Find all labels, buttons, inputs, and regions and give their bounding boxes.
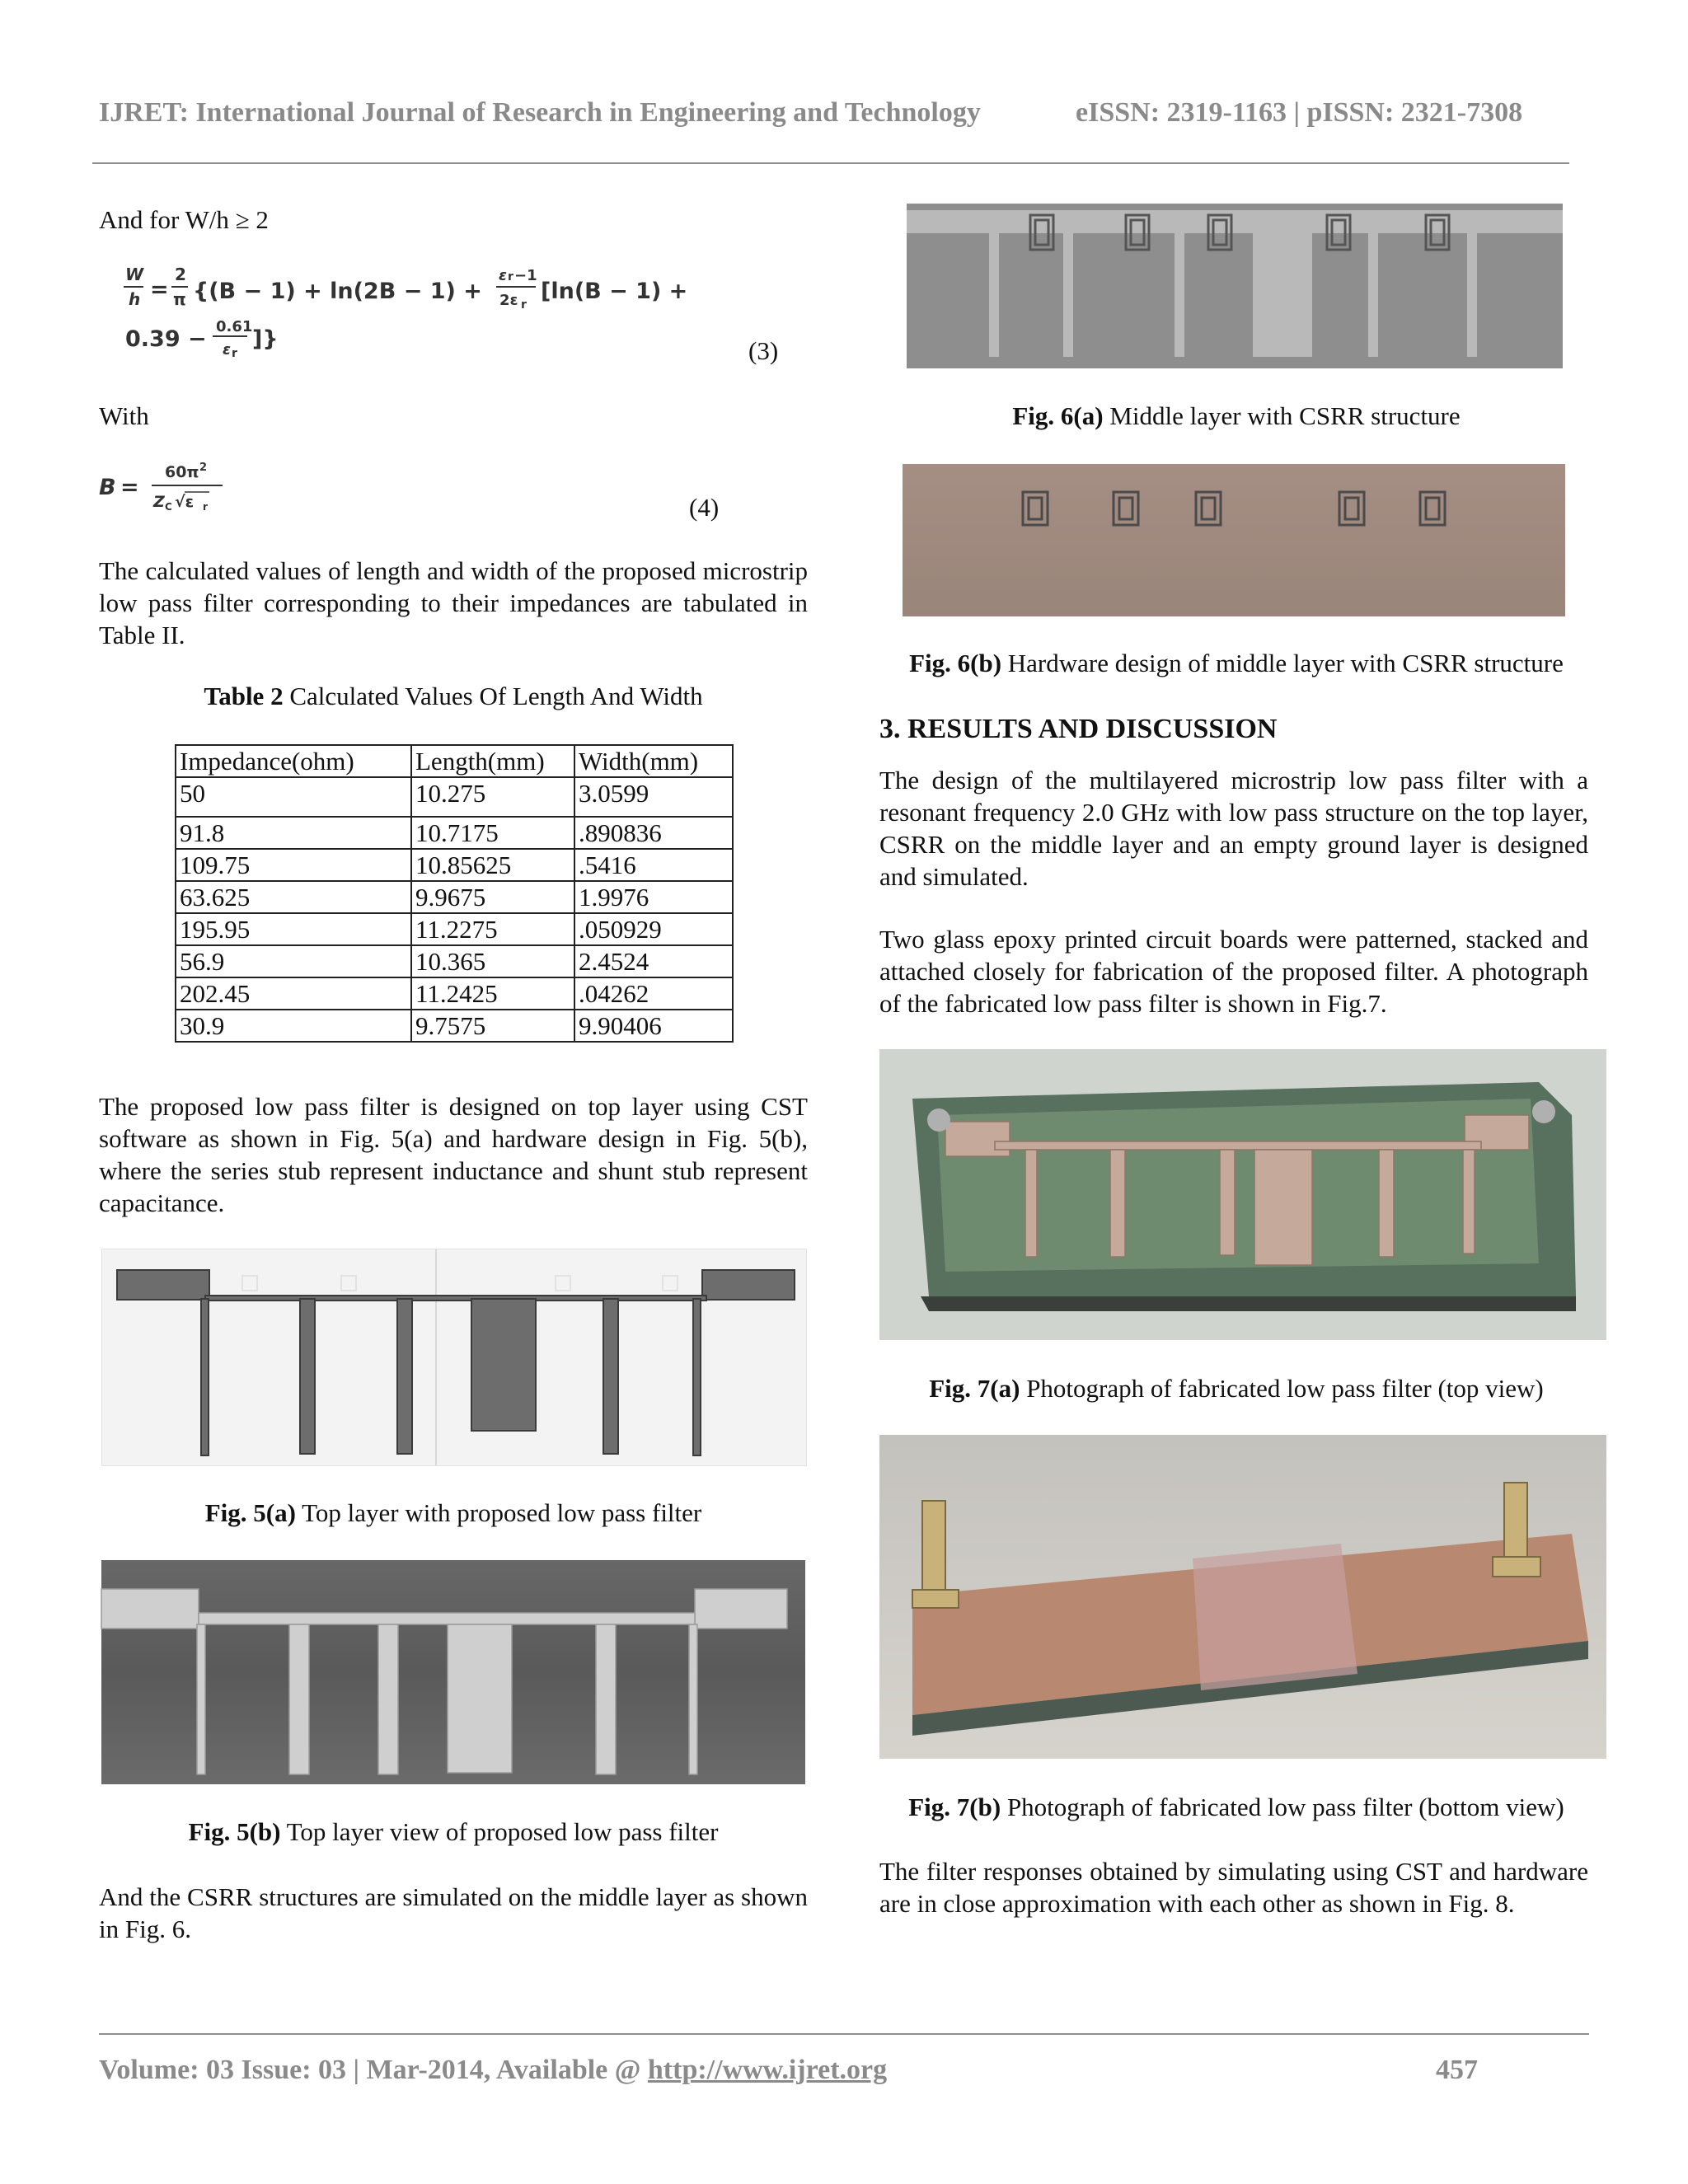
fig-7a-text: Photograph of fabricated low pass filter (top view) [1020, 1374, 1544, 1403]
svg-text:2ε: 2ε [499, 292, 518, 309]
table-cell: 9.7575 [411, 1010, 574, 1042]
equation-4-label: (4) [689, 493, 720, 522]
svg-text:r: r [203, 501, 208, 513]
table-row [176, 817, 733, 849]
table-row [176, 945, 733, 977]
table-row [176, 977, 733, 1010]
issn: eISSN: 2319-1163 | pISSN: 2321-7308 [1076, 97, 1523, 128]
table-cell: .5416 [574, 849, 733, 881]
table-row [176, 777, 733, 817]
svg-text:0.39 −: 0.39 − [125, 326, 207, 352]
svg-text:W: W [125, 265, 144, 284]
fig-7a-caption [882, 1374, 1591, 1404]
svg-text:{(B − 1) + ln(2B − 1) +: {(B − 1) + ln(2B − 1) + [193, 279, 482, 304]
table-cell: 1.9976 [574, 881, 733, 913]
table-row [176, 881, 733, 913]
table-cell: 11.2275 [411, 913, 574, 945]
table-header-cell: Impedance(ohm) [176, 745, 411, 777]
paragraph-responses: The filter responses obtained by simulating using CST and hardware are in close approximation with each other as shown in Fig. 8. [879, 1857, 1588, 1918]
table-cell: 2.4524 [574, 945, 733, 977]
fig-6b-label: Fig. 6(b) [909, 649, 1002, 677]
table-cell: 30.9 [176, 1010, 411, 1042]
svg-text:Z: Z [153, 493, 165, 511]
intro-text: And for W/h ≥ 2 [99, 205, 269, 234]
values-table [175, 744, 734, 1043]
journal-title: IJRET: International Journal of Research in Engineering and Technology [99, 97, 981, 128]
svg-text:2: 2 [199, 462, 208, 474]
page-number: 457 [1436, 2055, 1478, 2085]
svg-text:−1: −1 [514, 267, 537, 284]
fig-6b-image [903, 464, 1565, 616]
table-cell: .04262 [574, 977, 733, 1010]
equation-4 [99, 457, 231, 515]
table-cell: 91.8 [176, 817, 411, 849]
table-cell: 63.625 [176, 881, 411, 913]
equation-3 [124, 264, 688, 363]
paragraph-results: The design of the multilayered microstrip low pass filter with a resonant frequency 2.0 GHz with low pass structure on the top layer, CSRR on the middle layer and an empty ground layer is designed and simulated. [879, 766, 1588, 891]
table-row [176, 1010, 733, 1042]
running-header [99, 97, 1566, 129]
svg-text:=: = [150, 277, 169, 302]
section-heading: 3. RESULTS AND DISCUSSION [879, 714, 1278, 744]
table-cell: 10.7175 [411, 817, 574, 849]
table-cell: 9.90406 [574, 1010, 733, 1042]
fig-5a-caption [99, 1498, 808, 1528]
paragraph-csrr: And the CSRR structures are simulated on the middle layer as shown in Fig. 6. [99, 1882, 808, 1943]
table-cell: 50 [176, 777, 411, 817]
svg-text:C: C [165, 501, 172, 513]
table-caption [99, 682, 808, 711]
fig-6a-label: Fig. 6(a) [1012, 401, 1104, 430]
header-rule [92, 162, 1569, 164]
svg-text:B: B [99, 475, 116, 500]
fig-6a-image [907, 204, 1563, 368]
svg-text:60π: 60π [165, 463, 199, 481]
footer-volume-text: Volume: 03 Issue: 03 | Mar-2014, Available @ [99, 2055, 648, 2085]
table-header-cell: Length(mm) [411, 745, 574, 777]
table-cell: 10.275 [411, 777, 574, 817]
svg-text:r: r [232, 347, 237, 360]
svg-text:2: 2 [175, 265, 186, 284]
fig-5a-image [101, 1249, 807, 1466]
fig-5a-label: Fig. 5(a) [204, 1498, 296, 1527]
equation-3-label: (3) [748, 336, 779, 365]
fig-5b-label: Fig. 5(b) [188, 1817, 281, 1846]
table-cell: .890836 [574, 817, 733, 849]
table-caption-text: Calculated Values Of Length And Width [283, 682, 703, 710]
fig-5b-caption [99, 1817, 808, 1847]
fig-6a-caption [882, 401, 1591, 431]
table-header-cell: Width(mm) [574, 745, 733, 777]
paragraph-fabrication: Two glass epoxy printed circuit boards were patterned, stacked and attached closely for fabrication of the proposed filter. A photograph of the fabricated low pass filter is shown in Fig.7. [879, 925, 1588, 1018]
svg-text:h: h [129, 289, 141, 309]
svg-text:]}: ]} [252, 326, 279, 352]
fig-5b-image [101, 1560, 805, 1784]
svg-text:r: r [508, 270, 513, 284]
table-row [176, 849, 733, 881]
svg-text:ε: ε [223, 341, 232, 359]
svg-text:[ln(B − 1) +: [ln(B − 1) + [541, 279, 688, 304]
fig-6b-text: Hardware design of middle layer with CSRR structure [1001, 649, 1564, 677]
table-cell: 56.9 [176, 945, 411, 977]
fig-7a-label: Fig. 7(a) [929, 1374, 1020, 1403]
table-cell: 3.0599 [574, 777, 733, 817]
table-cell: .050929 [574, 913, 733, 945]
svg-text:√ε: √ε [175, 493, 195, 511]
fig-7b-label: Fig. 7(b) [908, 1793, 1001, 1821]
fig-7a-image [879, 1049, 1606, 1340]
svg-text:ε: ε [499, 267, 508, 284]
svg-text:0.61: 0.61 [216, 318, 253, 335]
fig-5b-text: Top layer view of proposed low pass filter [280, 1817, 719, 1846]
fig-6a-text: Middle layer with CSRR structure [1103, 401, 1461, 430]
footer-volume [99, 2055, 887, 2086]
svg-text:r: r [521, 298, 527, 312]
fig-7b-text: Photograph of fabricated low pass filter (bottom view) [1001, 1793, 1564, 1821]
table-cell: 202.45 [176, 977, 411, 1010]
with-text: With [99, 401, 149, 430]
footer-rule [99, 2033, 1589, 2035]
table-row [176, 913, 733, 945]
table-cell: 10.85625 [411, 849, 574, 881]
table-caption-label: Table 2 [204, 682, 284, 710]
table-cell: 109.75 [176, 849, 411, 881]
fig-7b-caption [882, 1793, 1591, 1822]
paragraph-design: The proposed low pass filter is designed on top layer using CST software as shown in Fig. 5(a) and hardware design in Fig. 5(b), where the series stub represent inductance and shunt stub represent capacitance. [99, 1092, 808, 1217]
table-cell: 10.365 [411, 945, 574, 977]
table-header-row [176, 745, 733, 777]
journal-link[interactable]: http://www.ijret.org [647, 2055, 888, 2085]
table-cell: 11.2425 [411, 977, 574, 1010]
fig-5a-text: Top layer with proposed low pass filter [295, 1498, 702, 1527]
paragraph-table-intro: The calculated values of length and width of the proposed microstrip low pass filter corresponding to their impedances are tabulated in Table II. [99, 556, 808, 649]
table-cell: 9.9675 [411, 881, 574, 913]
fig-7b-image [879, 1435, 1606, 1759]
table-cell: 195.95 [176, 913, 411, 945]
svg-text:π: π [173, 289, 186, 309]
fig-6b-caption [882, 649, 1591, 678]
svg-text:=: = [120, 475, 139, 500]
